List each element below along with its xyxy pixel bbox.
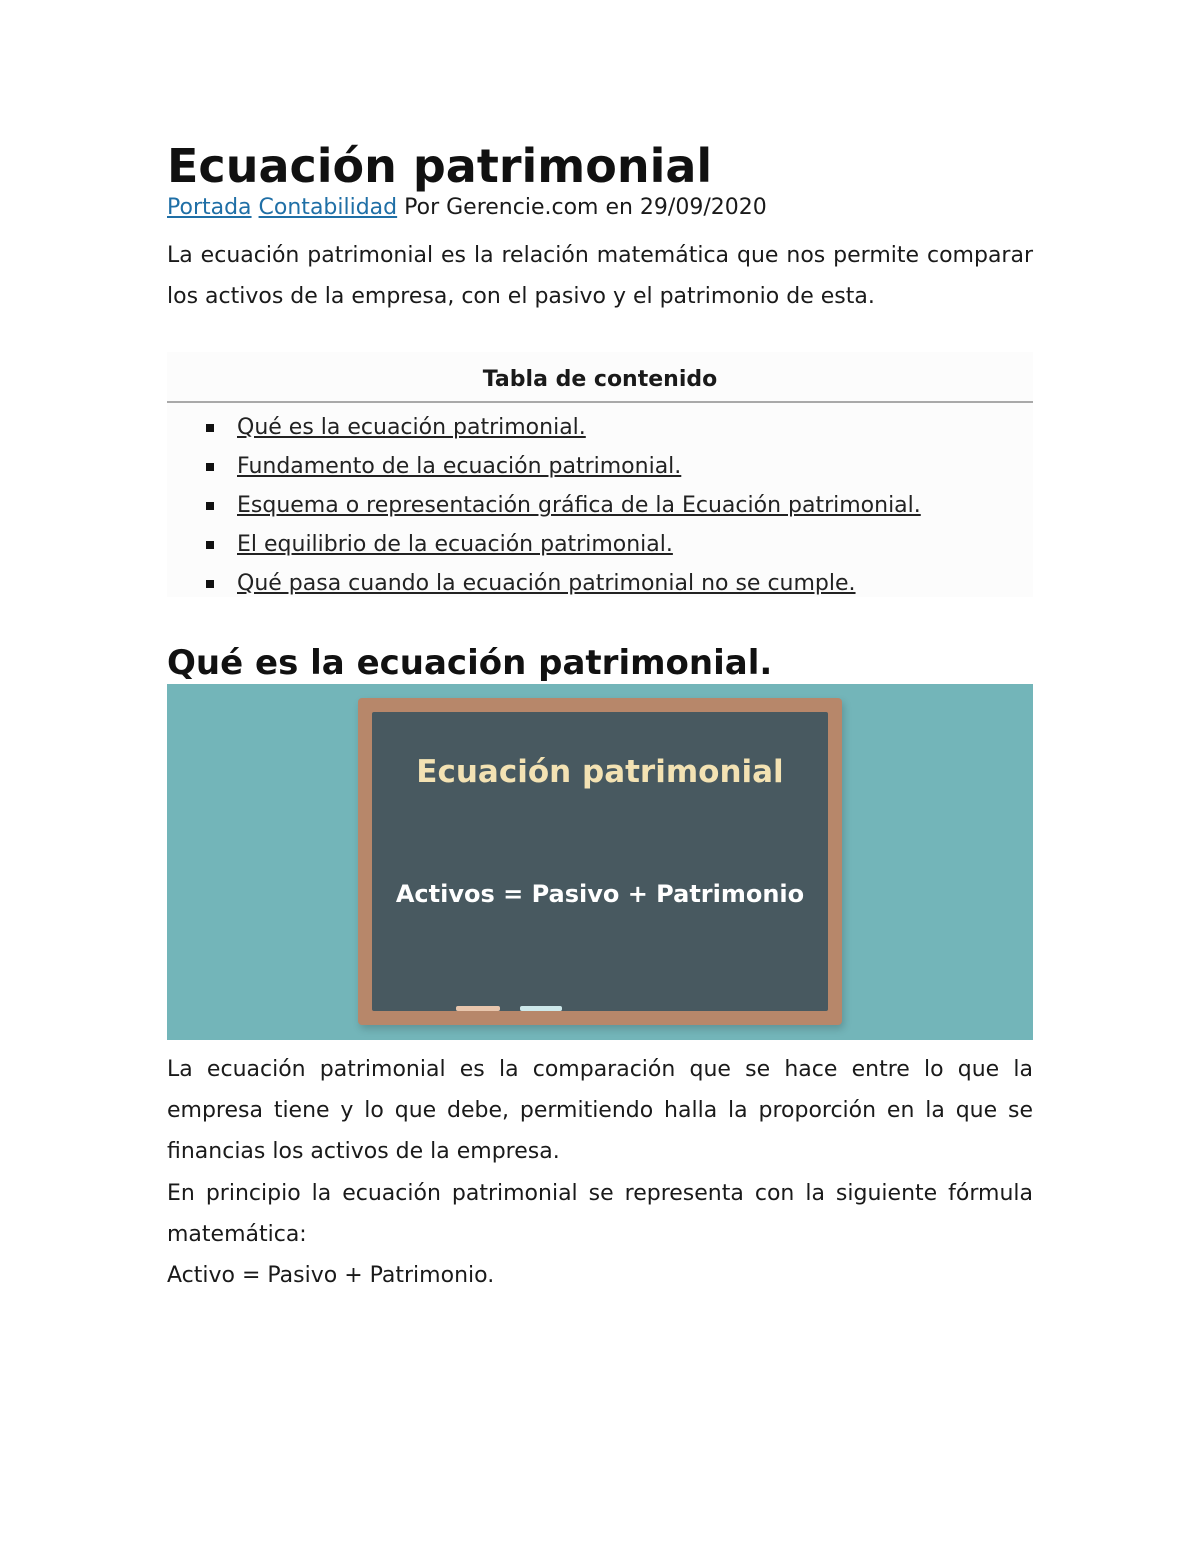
intro-paragraph: La ecuación patrimonial es la relación matemática que nos permite comparar los activos de la empresa, con el pasivo y el patrimonio de esta. [167, 243, 1033, 309]
chalkboard-illustration [167, 684, 1033, 1040]
chalk-piece-icon [520, 1006, 562, 1011]
section-heading: Qué es la ecuación patrimonial. [167, 643, 773, 683]
square-bullet-icon [206, 580, 214, 588]
toc-link-fundamento[interactable]: Fundamento de la ecuación patrimonial. [237, 454, 682, 479]
toc-link-no-se-cumple[interactable]: Qué pasa cuando la ecuación patrimonial no se cumple. [237, 571, 856, 596]
breadcrumb-contabilidad-link[interactable]: Contabilidad [258, 195, 398, 220]
square-bullet-icon [206, 463, 214, 471]
breadcrumb-portada-link[interactable]: Portada [167, 195, 252, 220]
chalkboard-title: Ecuación patrimonial [416, 754, 784, 790]
toc-link-esquema[interactable]: Esquema o representación gráfica de la Ecuación patrimonial. [237, 493, 921, 518]
formula-intro-paragraph: En principio la ecuación patrimonial se representa con la siguiente fórmula matemática: [167, 1181, 1033, 1247]
toc-link-que-es[interactable]: Qué es la ecuación patrimonial. [237, 415, 586, 440]
chalkboard-frame [358, 698, 842, 1025]
chalk-piece-icon [456, 1006, 500, 1011]
table-of-contents [167, 352, 1033, 597]
chalkboard-equation: Activos = Pasivo + Patrimonio [395, 880, 805, 908]
square-bullet-icon [206, 541, 214, 549]
formula-line: Activo = Pasivo + Patrimonio. [167, 1263, 495, 1288]
article-meta [167, 192, 767, 224]
square-bullet-icon [206, 424, 214, 432]
byline: Por Gerencie.com en 29/09/2020 [404, 195, 767, 220]
toc-divider [167, 401, 1033, 403]
definition-paragraph: La ecuación patrimonial es la comparación que se hace entre lo que la empresa tiene y lo que debe, permitiendo halla la proporción en la que se financias los activos de la empresa. [167, 1057, 1033, 1164]
chalkboard [372, 712, 828, 1011]
toc-title: Tabla de contenido [482, 367, 718, 392]
toc-link-equilibrio[interactable]: El equilibrio de la ecuación patrimonial. [237, 532, 673, 557]
square-bullet-icon [206, 502, 214, 510]
page-title: Ecuación patrimonial [167, 139, 713, 193]
